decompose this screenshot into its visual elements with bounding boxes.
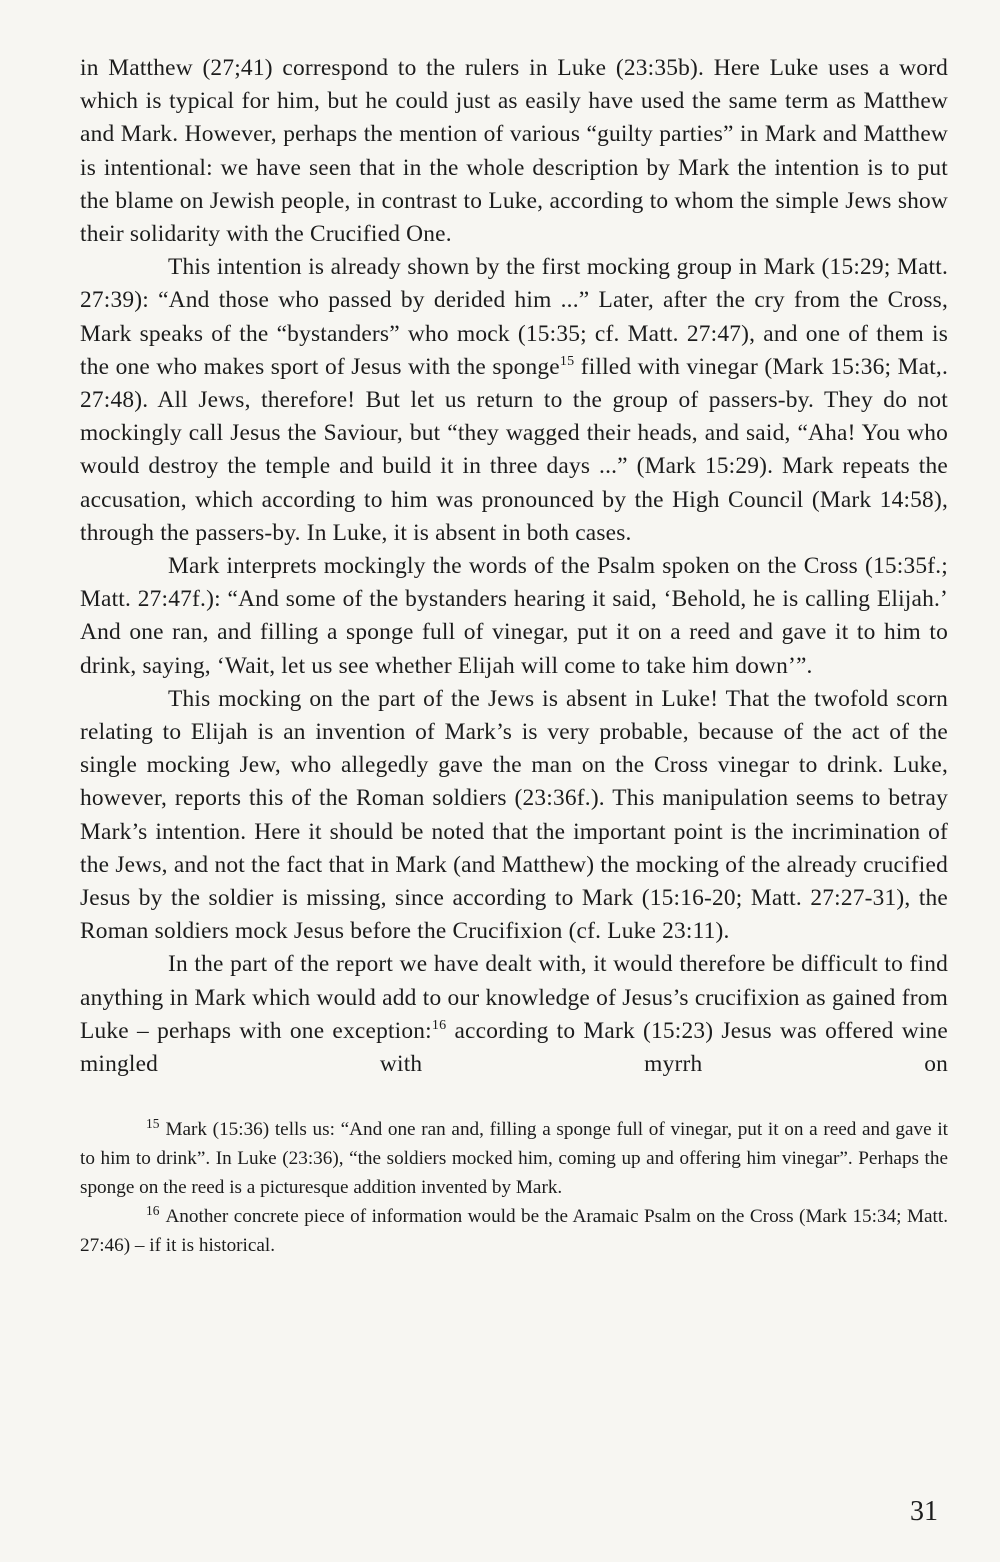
footnote-16	[80, 1202, 948, 1260]
paragraph-2-text-a: This intention is already shown by the first mocking group in Mark (15:29; Matt. 27:39): “And those who passed by derided him ...” Later, after the cry from the Cross, Mark speaks of the “bystanders” who mock (15:35; cf. Matt. 27:47), and one of them is the one who makes sport of Jesus with the sponge	[80, 254, 948, 380]
paragraph-5	[80, 948, 948, 1081]
paragraph-1	[80, 52, 948, 251]
paragraph-4-text: This mocking on the part of the Jews is absent in Luke! That the twofold scorn relating to Elijah is an invention of Mark’s is very probable, because of the act of the single mocking Jew, who allegedly gave the man on the Cross vinegar to drink. Luke, however, reports this of the Roman soldiers (23:36f.). This manipulation seems to betray Mark’s intention. Here it should be noted that the important point is the incrimination of the Jews, and not the fact that in Mark (and Matthew) the mocking of the already crucified Jesus by the soldier is missing, since according to Mark (15:16-20; Matt. 27:27-31), the Roman soldiers mock Jesus before the Crucifixion (cf. Luke 23:11).	[80, 685, 948, 945]
footnote-16-text: Another concrete piece of information would be the Aramaic Psalm on the Cross (Mark 15:34; Matt. 27:46) – if it is historical.	[80, 1206, 948, 1257]
page	[80, 52, 948, 1260]
page-number: 31	[910, 1496, 938, 1527]
paragraph-4	[80, 683, 948, 949]
body-text	[80, 52, 948, 1081]
footnote-15-marker: 15	[146, 1115, 160, 1131]
footnote-16-marker: 16	[146, 1202, 160, 1218]
paragraph-5-text-b: according to Mark (15:23) Jesus was offered wine mingled with myrrh on	[80, 1017, 948, 1078]
footnote-ref-16: 16	[431, 1017, 447, 1034]
footnote-15	[80, 1115, 948, 1202]
footnote-15-text: Mark (15:36) tells us: “And one ran and, filling a sponge full of vinegar, put it on a reed and gave it to him to drink”. In Luke (23:36), “the soldiers mocked him, coming up and offering him vinegar”. Perhaps the sponge on the reed is a picturesque addition invented by Mark.	[80, 1119, 948, 1199]
footnotes	[80, 1115, 948, 1260]
paragraph-5-text-a: In the part of the report we have dealt with, it would therefore be difficult to find anything in Mark which would add to our knowledge of Jesus’s crucifixion as gained from Luke – perhaps with one exception:	[80, 951, 948, 1044]
paragraph-3-text: Mark interprets mockingly the words of the Psalm spoken on the Cross (15:35f.; Matt. 27:47f.): “And some of the bystanders hearing it said, ‘Behold, he is calling Elijah.’ And one ran, and filling a sponge full of vinegar, put it on a reed and gave it to him to drink, saying, ‘Wait, let us see whether Elijah will come to take him down’”.	[80, 553, 948, 679]
paragraph-1-text: in Matthew (27;41) correspond to the rulers in Luke (23:35b). Here Luke uses a word which is typical for him, but he could just as easily have used the same term as Matthew and Mark. However, perhaps the mention of various “guilty parties” in Mark and Matthew is intentional: we have seen that in the whole description by Mark the intention is to put the blame on Jewish people, in contrast to Luke, according to whom the simple Jews show their solidarity with the Crucified One.	[80, 55, 948, 248]
footnote-ref-15: 15	[559, 353, 575, 370]
paragraph-3	[80, 550, 948, 683]
paragraph-2	[80, 251, 948, 550]
paragraph-2-text-b: filled with vinegar (Mark 15:36; Mat,. 27:48). All Jews, therefore! But let us return to the group of passers-by. They do not mockingly call Jesus the Saviour, but “they wagged their heads, and said, “Aha! You who would destroy the temple and build it in three days ...” (Mark 15:29). Mark repeats the accusation, which according to him was pronounced by the High Council (Mark 14:58), through the passers-by. In Luke, it is absent in both cases.	[80, 353, 949, 546]
